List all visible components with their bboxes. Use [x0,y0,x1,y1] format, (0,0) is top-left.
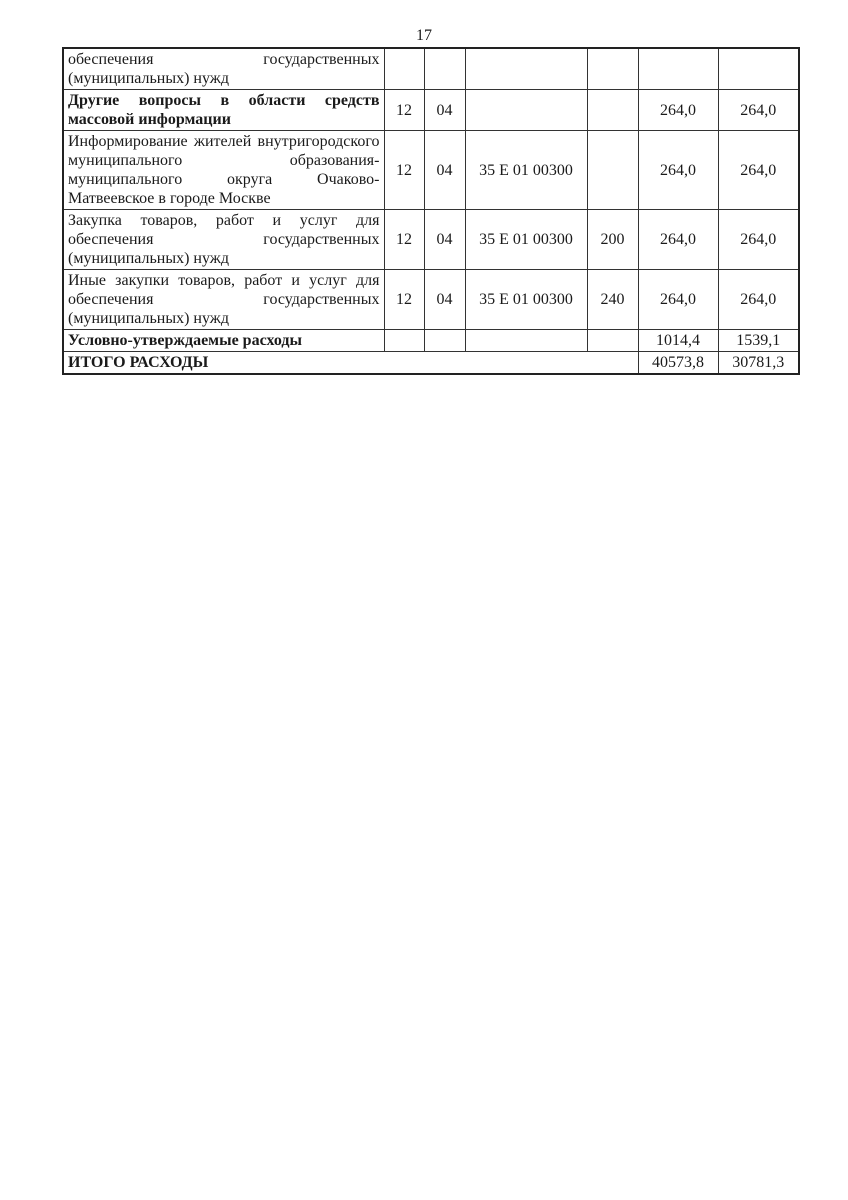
csr-code-cell [465,330,587,352]
podrazdel-code-cell: 04 [424,270,465,330]
table-row [63,270,799,330]
amount-col2-cell [718,48,799,90]
razdel-code-cell [384,330,424,352]
table-row [63,210,799,270]
vr-code-cell [587,330,638,352]
razdel-code-cell [384,48,424,90]
podrazdel-code-cell: 04 [424,131,465,210]
vr-code-cell: 240 [587,270,638,330]
name-cell: обеспечения государственных (муниципальных) нужд [63,48,384,90]
podrazdel-code-cell [424,48,465,90]
amount-col2-cell: 264,0 [718,270,799,330]
csr-code-cell: 35 Е 01 00300 [465,210,587,270]
podrazdel-code-cell: 04 [424,90,465,131]
table-row [63,48,799,90]
budget-expenses-table [62,47,800,375]
amount-col1-cell: 264,0 [638,131,718,210]
amount-col2-cell: 1539,1 [718,330,799,352]
amount-col1-cell: 1014,4 [638,330,718,352]
csr-code-cell [465,48,587,90]
podrazdel-code-cell [424,330,465,352]
name-cell: Условно-утверждаемые расходы [63,330,384,352]
vr-code-cell: 200 [587,210,638,270]
amount-col2-cell: 264,0 [718,131,799,210]
amount-col1-cell: 264,0 [638,210,718,270]
csr-code-cell: 35 Е 01 00300 [465,270,587,330]
name-cell: Другие вопросы в области средств массовой информации [63,90,384,131]
table-row [63,330,799,352]
vr-code-cell [587,90,638,131]
razdel-code-cell: 12 [384,131,424,210]
table-row [63,131,799,210]
amount-col1-cell: 264,0 [638,90,718,131]
razdel-code-cell: 12 [384,90,424,131]
name-cell: Иные закупки товаров, работ и услуг для обеспечения государственных (муниципальных) нужд [63,270,384,330]
amount-col1-cell: 264,0 [638,270,718,330]
vr-code-cell [587,131,638,210]
razdel-code-cell: 12 [384,270,424,330]
table-row [63,90,799,131]
total-label-cell: ИТОГО РАСХОДЫ [63,352,638,375]
amount-col2-cell: 264,0 [718,90,799,131]
csr-code-cell [465,90,587,131]
amount-col1-cell [638,48,718,90]
podrazdel-code-cell: 04 [424,210,465,270]
amount-col1-cell: 40573,8 [638,352,718,375]
razdel-code-cell: 12 [384,210,424,270]
page-number: 17 [416,27,432,44]
csr-code-cell: 35 Е 01 00300 [465,131,587,210]
name-cell: Информирование жителей внутригородского муниципального образования- муниципального округа Очаково-Матвеевское в городе Москве [63,131,384,210]
amount-col2-cell: 264,0 [718,210,799,270]
table-row-total [63,352,799,375]
amount-col2-cell: 30781,3 [718,352,799,375]
vr-code-cell [587,48,638,90]
name-cell: Закупка товаров, работ и услуг для обеспечения государственных (муниципальных) нужд [63,210,384,270]
